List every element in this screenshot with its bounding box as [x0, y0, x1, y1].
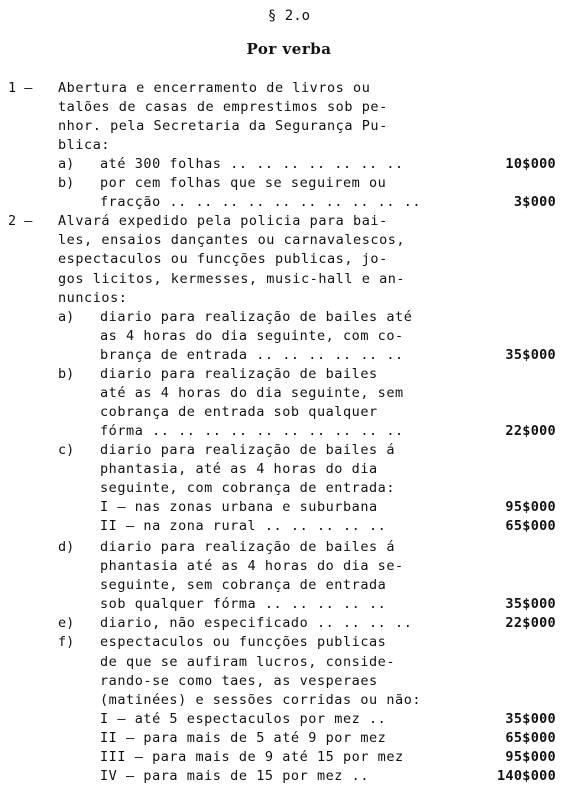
- section-heading: Por verba: [246, 40, 332, 58]
- sub-item-letter: a): [58, 309, 75, 325]
- amount-value: 65$000: [505, 518, 556, 534]
- line-text: seguinte, sem cobrança de entrada: [100, 577, 387, 593]
- line-text: brança de entrada .. .. .. .. .. ..: [100, 347, 404, 363]
- line-text: blica:: [58, 137, 111, 153]
- line-text: nuncios:: [58, 290, 128, 306]
- sub-item-letter: c): [58, 442, 75, 458]
- document-line: [0, 766, 578, 788]
- line-text: les, ensaios dançantes ou carnavalescos,: [58, 232, 406, 248]
- line-text: fórma .. .. .. .. .. .. .. .. .. ..: [100, 423, 404, 439]
- amount-value: 22$000: [505, 423, 556, 439]
- amount-value: 3$000: [513, 194, 556, 210]
- line-text: gos licitos, kermesses, music-hall e an-: [58, 271, 406, 287]
- line-text: phantasia, até as 4 horas do dia: [100, 461, 378, 477]
- line-text: diario para realização de bailes á: [100, 539, 396, 555]
- line-text: phantasia até as 4 horas do dia se-: [100, 558, 404, 574]
- document-line: [0, 516, 578, 538]
- document-line: [0, 632, 578, 654]
- line-text: Alvará expedido pela policia para bai-: [58, 213, 388, 229]
- amount-value: 35$000: [505, 711, 556, 727]
- section-number: § 2.o: [267, 8, 311, 24]
- amount-value: 35$000: [505, 596, 556, 612]
- amount-value: 22$000: [505, 615, 556, 631]
- line-text: espectaculos ou funcções publicas: [100, 634, 387, 650]
- line-text: nhor. pela Secretaria da Segurança Pu-: [58, 118, 388, 134]
- document-line: [0, 249, 578, 271]
- sub-item-letter: b): [58, 366, 75, 382]
- line-text: (matinées) e sessões corridas ou não:: [100, 692, 422, 708]
- line-text: diario para realização de bailes á: [100, 442, 396, 458]
- line-text: até as 4 horas do dia seguinte, sem: [100, 385, 404, 401]
- line-text: de que se aufiram lucros, conside-: [100, 654, 396, 670]
- item-number: 1 —: [8, 80, 33, 96]
- amount-value: 35$000: [505, 347, 556, 363]
- line-text: diario para realização de bailes até: [100, 309, 413, 325]
- line-text: II — na zona rural .. .. .. .. ..: [100, 518, 387, 534]
- amount-value: 10$000: [505, 156, 556, 172]
- sub-item-letter: e): [58, 615, 75, 631]
- line-text: sob qualquer fórma .. .. .. .. ..: [100, 596, 387, 612]
- line-text: até 300 folhas .. .. .. .. .. .. ..: [100, 156, 404, 172]
- line-text: II — para mais de 5 até 9 por mez: [100, 730, 387, 746]
- line-text: talões de casas de emprestimos sob pe-: [58, 99, 388, 115]
- line-text: I — nas zonas urbana e suburbana: [100, 499, 378, 515]
- amount-value: 95$000: [505, 499, 556, 515]
- sub-item-letter: f): [58, 634, 75, 650]
- sub-item-letter: a): [58, 156, 75, 172]
- line-text: espectaculos ou funcções publicas, jo-: [58, 251, 388, 267]
- line-text: cobrança de entrada sob qualquer: [100, 404, 378, 420]
- amount-value: 65$000: [505, 730, 556, 746]
- amount-value: 95$000: [505, 749, 556, 765]
- item-number: 2 —: [8, 213, 33, 229]
- amount-value: 140$000: [497, 768, 556, 784]
- line-text: diario para realização de bailes: [100, 366, 378, 382]
- line-text: diario, não especificado .. .. .. ..: [100, 615, 413, 631]
- line-text: IV — para mais de 15 por mez ..: [100, 768, 370, 784]
- sub-item-letter: b): [58, 175, 75, 191]
- line-text: Abertura e encerramento de livros ou: [58, 80, 371, 96]
- line-text: seguinte, com cobrança de entrada:: [100, 480, 396, 496]
- line-text: por cem folhas que se seguirem ou: [100, 175, 387, 191]
- line-text: rando-se como taes, as vesperaes: [100, 673, 378, 689]
- line-text: I — até 5 espectaculos por mez ..: [100, 711, 387, 727]
- line-text: as 4 horas do dia seguinte, com co-: [100, 328, 404, 344]
- sub-item-letter: d): [58, 539, 75, 555]
- line-text: fracção .. .. .. .. .. .. .. .. .. ..: [100, 194, 422, 210]
- line-text: III — para mais de 9 até 15 por mez: [100, 749, 404, 765]
